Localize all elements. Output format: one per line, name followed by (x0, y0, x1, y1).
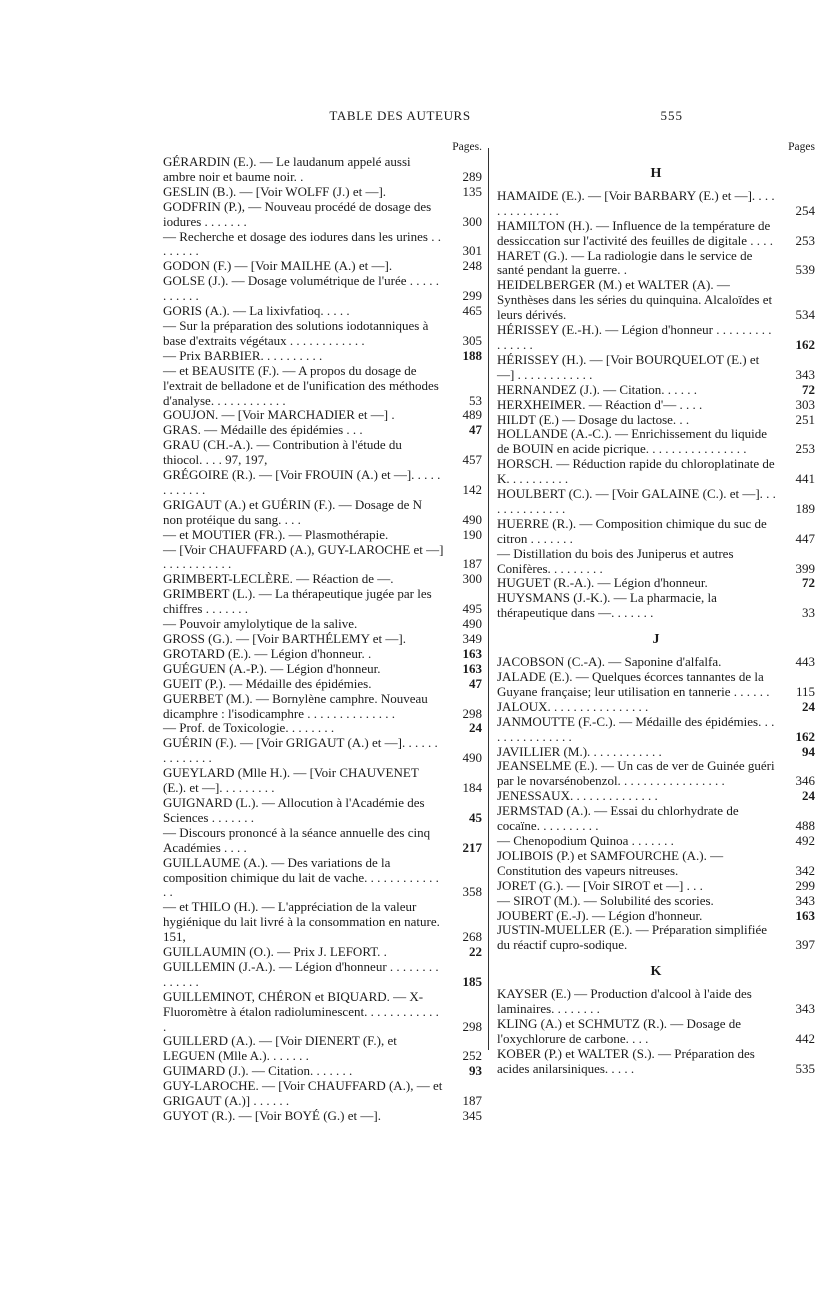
left-column (163, 140, 482, 1124)
entry-text: JOUBERT (E.-J). — Légion d'honneur. (497, 907, 703, 923)
index-entry (497, 849, 815, 879)
index-entry (497, 804, 815, 834)
entry-text: GUEYLARD (Mlle H.). — [Voir CHAUVENET (E.). et —]. . . . . . . . . (163, 765, 419, 796)
entry-page-number: 495 (462, 601, 482, 617)
index-entry (497, 249, 815, 279)
entry-page-number: 72 (802, 575, 815, 591)
entry-text: HOLLANDE (A.-C.). — Enrichissement du liquide de BOUIN en acide picrique. . . . . . . . . . . . . . . . (497, 426, 768, 457)
entry-page-number: 343 (795, 1001, 815, 1017)
entry-page-number: 457 (462, 452, 482, 468)
entry-page-number: 345 (462, 1108, 482, 1123)
entry-page-number: 163 (462, 645, 482, 661)
entry-page-number: 22 (469, 944, 482, 960)
entry-page-number: 299 (795, 877, 815, 893)
index-entry (163, 647, 482, 662)
entry-text: GROTARD (E.). — Légion d'honneur. . (163, 645, 372, 661)
entry-text: — SIROT (M.). — Solubilité des scories. (497, 892, 714, 908)
entry-page-number: 135 (462, 183, 482, 199)
index-entry (497, 789, 815, 804)
index-entry (163, 736, 482, 766)
entry-text: GODFRIN (P.), — Nouveau procédé de dosage des iodures . . . . . . . (163, 198, 432, 229)
entry-page-number: 47 (469, 422, 482, 438)
index-entry (497, 219, 815, 249)
entry-text: — Pouvoir amylolytique de la salive. (163, 616, 358, 632)
entry-text: — Prof. de Toxicologie. . . . . . . . (163, 720, 335, 736)
entry-text: KLING (A.) et SCHMUTZ (R.). — Dosage de l'oxychlorure de carbone. . . . (497, 1015, 742, 1046)
entry-text: JENESSAUX. . . . . . . . . . . . . . (497, 788, 658, 804)
index-entry (497, 987, 815, 1017)
entry-page-number: 185 (462, 973, 482, 989)
index-entry (497, 547, 815, 577)
entry-text: GOUJON. — [Voir MARCHADIER et —] . (163, 407, 395, 423)
index-entry (497, 879, 815, 894)
index-entry (497, 670, 815, 700)
index-entry (163, 349, 482, 364)
entry-page-number: 358 (462, 884, 482, 900)
entry-page-number: 489 (462, 407, 482, 423)
entry-text: GUILLEMIN (J.-A.). — Légion d'honneur . . . . . . . . . . . . . . (163, 958, 439, 989)
entry-text: — et MOUTIER (FR.). — Plasmothérapie. (163, 526, 389, 542)
entry-text: JERMSTAD (A.). — Essai du chlorhydrate de cocaïne. . . . . . . . . . (497, 803, 739, 834)
entry-page-number: 254 (795, 202, 815, 218)
entry-text: — et BEAUSITE (F.). — A propos du dosage de l'extrait de belladone et de l'unification des méthodes d'analyse. . . . . . . . . . . . (163, 362, 439, 408)
index-entry (163, 617, 482, 632)
entry-page-number: 343 (795, 366, 815, 382)
index-entry (163, 185, 482, 200)
entry-page-number: 490 (462, 511, 482, 527)
index-entry (163, 230, 482, 260)
entry-page-number: 534 (795, 307, 815, 323)
index-entry (163, 259, 482, 274)
entry-text: GUILLERD (A.). — [Voir DIENERT (F.), et LEGUEN (Mlle A.). . . . . . . (163, 1033, 397, 1064)
entry-text: GOLSE (J.). — Dosage volumétrique de l'urée . . . . . . . . . . . (163, 273, 440, 304)
index-entry (497, 655, 815, 670)
index-entry (163, 1064, 482, 1079)
entry-page-number: 490 (462, 616, 482, 632)
entry-text: HÉRISSEY (H.). — [Voir BOURQUELOT (E.) et —] . . . . . . . . . . . . (497, 351, 760, 382)
entry-text: GRAU (CH.-A.). — Contribution à l'étude du thiocol. . . . 97, 197, (163, 437, 402, 468)
index-entry (163, 587, 482, 617)
entry-text: KOBER (P.) et WALTER (S.). — Préparation des acides anilarsiniques. . . . . (497, 1045, 755, 1076)
entry-text: — [Voir CHAUFFARD (A.), GUY-LAROCHE et —] . . . . . . . . . . . (163, 541, 444, 572)
entry-text: JOLIBOIS (P.) et SAMFOURCHE (A.). — Constitution des vapeurs nitreuses. (497, 847, 724, 878)
entry-page-number: 300 (462, 213, 482, 229)
section-letter: H (650, 166, 662, 181)
entry-page-number: 187 (462, 1093, 482, 1109)
entry-text: — et THILO (H.). — L'appréciation de la valeur hygiénique du lait livré à la consommation en nature. 151, (163, 899, 440, 945)
entry-text: GESLIN (B.). — [Voir WOLFF (J.) et —]. (163, 183, 387, 199)
entry-page-number: 24 (802, 698, 815, 714)
entry-text: GROSS (G.). — [Voir BARTHÉLEMY et —]. (163, 631, 406, 646)
index-entry (163, 364, 482, 409)
entry-text: GUIGNARD (L.). — Allocution à l'Académie des Sciences . . . . . . . (163, 794, 425, 825)
entry-text: GUILLAUME (A.). — Des variations de la composition chimique du lait de vache. . . . . . . . . . . . . . (163, 854, 439, 900)
entry-text: HAMILTON (H.). — Influence de la température de dessiccation sur l'activité des feuilles de digitale . . . . (497, 217, 773, 248)
entry-text: JEANSELME (E.). — Un cas de ver de Guinée guéri par le novarsénobenzol. . . . . . . . . . . . . . . . . (497, 758, 775, 789)
entry-page-number: 488 (795, 818, 815, 834)
index-entry (497, 1017, 815, 1047)
entry-page-number: 253 (795, 441, 815, 457)
entry-text: HORSCH. — Réduction rapide du chloroplatinate de K. . . . . . . . . . (497, 456, 775, 487)
entry-page-number: 268 (462, 929, 482, 945)
index-entry (163, 274, 482, 304)
entry-text: GUYOT (R.). — [Voir BOYÉ (G.) et —]. (163, 1108, 381, 1123)
entry-page-number: 465 (462, 303, 482, 319)
section-letter: K (650, 964, 662, 980)
index-entry (163, 468, 482, 498)
entry-page-number: 289 (462, 168, 482, 184)
entry-page-number: 115 (795, 683, 815, 699)
entry-text: GUY-LAROCHE. — [Voir CHAUFFARD (A.), — et GRIGAUT (A.)] . . . . . . (163, 1078, 443, 1109)
entry-text: — Recherche et dosage des iodures dans les urines . . . . . . . . (163, 228, 441, 259)
entry-text: — Distillation du bois des Juniperus et autres Conifères. . . . . . . . . (497, 545, 734, 576)
index-entry (163, 766, 482, 796)
entry-page-number: 399 (795, 560, 815, 576)
page-number: 555 (660, 108, 683, 123)
index-entry (163, 662, 482, 677)
entry-page-number: 443 (795, 654, 815, 670)
entry-page-number: 162 (795, 728, 815, 744)
entry-text: KAYSER (E.) — Production d'alcool à l'aide des laminaires. . . . . . . . (497, 986, 752, 1017)
index-entry (497, 909, 815, 924)
index-entry (163, 528, 482, 543)
entry-text: GUÉRIN (F.). — [Voir GRIGAUT (A.) et —]. . . . . . . . . . . . . . (163, 735, 438, 766)
entry-page-number: 492 (795, 832, 815, 848)
entry-page-number: 299 (462, 288, 482, 304)
index-entry (497, 413, 815, 428)
entry-text: GODON (F.) — [Voir MAILHE (A.) et —]. (163, 258, 393, 274)
entry-text: JUSTIN-MUELLER (E.). — Préparation simplifiée du réactif cupro-sodique. (497, 922, 768, 953)
pages-label: Pages. (452, 141, 482, 153)
entry-text: GRAS. — Médaille des épidémies . . . (163, 422, 363, 438)
index-entry (497, 700, 815, 715)
entry-page-number: 163 (462, 660, 482, 676)
running-title: TABLE DES AUTEURS (329, 108, 471, 123)
entry-text: HUGUET (R.-A.). — Légion d'honneur. (497, 575, 708, 591)
entry-page-number: 303 (795, 396, 815, 412)
index-entry (497, 1047, 815, 1077)
entry-page-number: 33 (802, 605, 815, 621)
entry-page-number: 441 (795, 471, 815, 487)
index-entry (163, 304, 482, 319)
entry-page-number: 442 (795, 1030, 815, 1046)
index-entry (497, 278, 815, 323)
entry-page-number: 142 (462, 481, 482, 497)
index-entry (497, 487, 815, 517)
entry-page-number: 300 (462, 571, 482, 587)
entry-page-number: 187 (462, 556, 482, 572)
entry-page-number: 72 (802, 381, 815, 397)
entry-text: JANMOUTTE (F.-C.). — Médaille des épidémies. . . . . . . . . . . . . . . (497, 713, 775, 744)
entry-page-number: 535 (795, 1060, 815, 1076)
index-entry (163, 438, 482, 468)
entry-text: GUERBET (M.). — Bornylène camphre. Nouveau dicamphre : l'isodicamphre . . . . . . . . . . . . . . (163, 690, 428, 721)
entry-page-number: 93 (469, 1063, 482, 1079)
entry-page-number: 298 (462, 1018, 482, 1034)
index-entry (163, 692, 482, 722)
index-entry (163, 796, 482, 826)
entry-text: JAVILLIER (M.). . . . . . . . . . . . (497, 743, 662, 759)
index-entry (497, 323, 815, 353)
entry-text: GUÉGUEN (A.-P.). — Légion d'honneur. (163, 660, 381, 676)
entry-page-number: 45 (469, 809, 482, 825)
index-entry (497, 923, 815, 953)
entry-page-number: 248 (462, 258, 482, 274)
entry-page-number: 188 (462, 347, 482, 363)
entry-page-number: 301 (462, 243, 482, 259)
entry-page-number: 184 (462, 780, 482, 796)
entry-text: HOULBERT (C.). — [Voir GALAINE (C.). et —]. . . . . . . . . . . . . . (497, 486, 776, 516)
entry-text: HUERRE (R.). — Composition chimique du suc de citron . . . . . . . (497, 515, 767, 546)
pages-label-right: Pages (788, 141, 815, 153)
entry-page-number: 346 (795, 773, 815, 789)
index-entry (163, 543, 482, 573)
index-entry (163, 1079, 482, 1109)
column-divider (488, 148, 489, 1050)
index-entry (497, 189, 815, 219)
section-letter: J (652, 632, 660, 648)
running-header (0, 108, 800, 132)
entry-page-number: 94 (802, 743, 815, 759)
index-entry (163, 632, 482, 647)
index-entry (497, 759, 815, 789)
entry-text: GORIS (A.). — La lixivfatioq. . . . . (163, 303, 350, 319)
entry-text: GUEIT (P.). — Médaille des épidémies. (163, 675, 372, 691)
index-entry (163, 1109, 482, 1124)
index-entry (497, 383, 815, 398)
entry-text: GRIMBERT-LECLÈRE. — Réaction de —. (163, 571, 394, 587)
entry-text: GUIMARD (J.). — Citation. . . . . . . (163, 1063, 353, 1079)
entry-page-number: 539 (795, 262, 815, 278)
entry-text: GRIGAUT (A.) et GUÉRIN (F.). — Dosage de N non protéique du sang. . . . (163, 496, 423, 527)
index-entry (163, 423, 482, 438)
index-entry (497, 353, 815, 383)
entry-text: JALADE (E.). — Quelques écorces tannantes de la Guyane française; leur utilisation en tannerie . . . . . . (497, 669, 770, 699)
index-entry (497, 427, 815, 457)
entry-page-number: 253 (795, 232, 815, 248)
entry-text: HERNANDEZ (J.). — Citation. . . . . . (497, 381, 698, 397)
entry-page-number: 342 (795, 862, 815, 878)
right-column (497, 140, 815, 1077)
index-entry (497, 517, 815, 547)
index-entry (497, 591, 815, 621)
entry-page-number: 490 (462, 750, 482, 766)
entry-page-number: 298 (462, 705, 482, 721)
entry-text: GRIMBERT (L.). — La thérapeutique jugée par les chiffres . . . . . . . (163, 586, 432, 617)
entry-text: GUILLEMINOT, CHÉRON et BIQUARD. — X-Fluoromètre à étalon radioluminescent. . . . . . . . . . . . . (163, 988, 439, 1034)
entry-page-number: 349 (462, 631, 482, 646)
entry-page-number: 162 (795, 336, 815, 352)
entry-page-number: 397 (795, 937, 815, 953)
entry-text: JALOUX. . . . . . . . . . . . . . . . (497, 698, 649, 714)
index-entry (497, 398, 815, 413)
index-entry (497, 894, 815, 909)
entry-page-number: 24 (469, 720, 482, 736)
entry-text: GUILLAUMIN (O.). — Prix J. LEFORT. . (163, 944, 387, 960)
index-entry (497, 457, 815, 487)
entry-page-number: 190 (462, 526, 482, 542)
index-entry (497, 745, 815, 760)
entry-page-number: 47 (469, 675, 482, 691)
entry-text: — Sur la préparation des solutions iodotanniques à base d'extraits végétaux . . . . . . . . . . . . (163, 317, 429, 348)
entry-page-number: 53 (469, 392, 482, 408)
entry-page-number: 24 (802, 788, 815, 804)
index-entry (163, 945, 482, 960)
entry-text: HUYSMANS (J.-K.). — La pharmacie, la thérapeutique dans —. . . . . . . (497, 590, 717, 621)
entry-page-number: 252 (462, 1048, 482, 1064)
entry-page-number: 251 (795, 411, 815, 427)
index-entry (163, 990, 482, 1035)
index-entry (163, 319, 482, 349)
entry-page-number: 343 (795, 892, 815, 908)
index-entry (163, 900, 482, 945)
entry-text: HÉRISSEY (E.-H.). — Légion d'honneur . . . . . . . . . . . . . . . (497, 322, 772, 352)
index-entry (163, 826, 482, 856)
entry-page-number: 217 (462, 839, 482, 855)
entry-text: — Chenopodium Quinoa . . . . . . . (497, 832, 674, 848)
entry-text: GÉRARDIN (E.). — Le laudanum appelé aussi ambre noir et baume noir. . (163, 154, 411, 184)
entry-page-number: 447 (795, 530, 815, 546)
entry-text: GRÉGOIRE (R.). — [Voir FROUIN (A.) et —]. . . . . . . . . . . . (163, 467, 441, 497)
entry-text: HILDT (E.) — Dosage du lactose. . . (497, 411, 690, 427)
entry-text: HARET (G.). — La radiologie dans le service de santé pendant la guerre. . (497, 247, 753, 278)
index-entry (163, 677, 482, 692)
entry-text: HAMAIDE (E.). — [Voir BARBARY (E.) et —]. . . . . . . . . . . . . . (497, 187, 775, 218)
entry-page-number: 189 (795, 500, 815, 516)
index-entry (163, 572, 482, 587)
entry-text: — Discours prononcé à la séance annuelle des cinq Académies . . . . (163, 824, 431, 855)
index-entry (163, 498, 482, 528)
entry-text: HERXHEIMER. — Réaction d'— . . . . (497, 396, 703, 412)
index-entry (163, 856, 482, 901)
entry-text: JORET (G.). — [Voir SIROT et —] . . . (497, 877, 703, 893)
entry-page-number: 305 (462, 332, 482, 348)
entry-page-number: 163 (795, 907, 815, 923)
index-entry (163, 200, 482, 230)
entry-text: HEIDELBERGER (M.) et WALTER (A). — Synthèses dans les séries du quinquina. Alcaloïdes et leurs dérivés. (497, 277, 773, 323)
index-entry (163, 408, 482, 423)
index-entry (163, 960, 482, 990)
index-entry (497, 834, 815, 849)
entry-text: — Prix BARBIER. . . . . . . . . . (163, 347, 323, 363)
index-entry (497, 715, 815, 745)
index-entry (163, 721, 482, 736)
index-entry (497, 576, 815, 591)
index-entry (163, 1034, 482, 1064)
index-entry (163, 155, 482, 185)
entry-text: JACOBSON (C.-A). — Saponine d'alfalfa. (497, 654, 722, 670)
